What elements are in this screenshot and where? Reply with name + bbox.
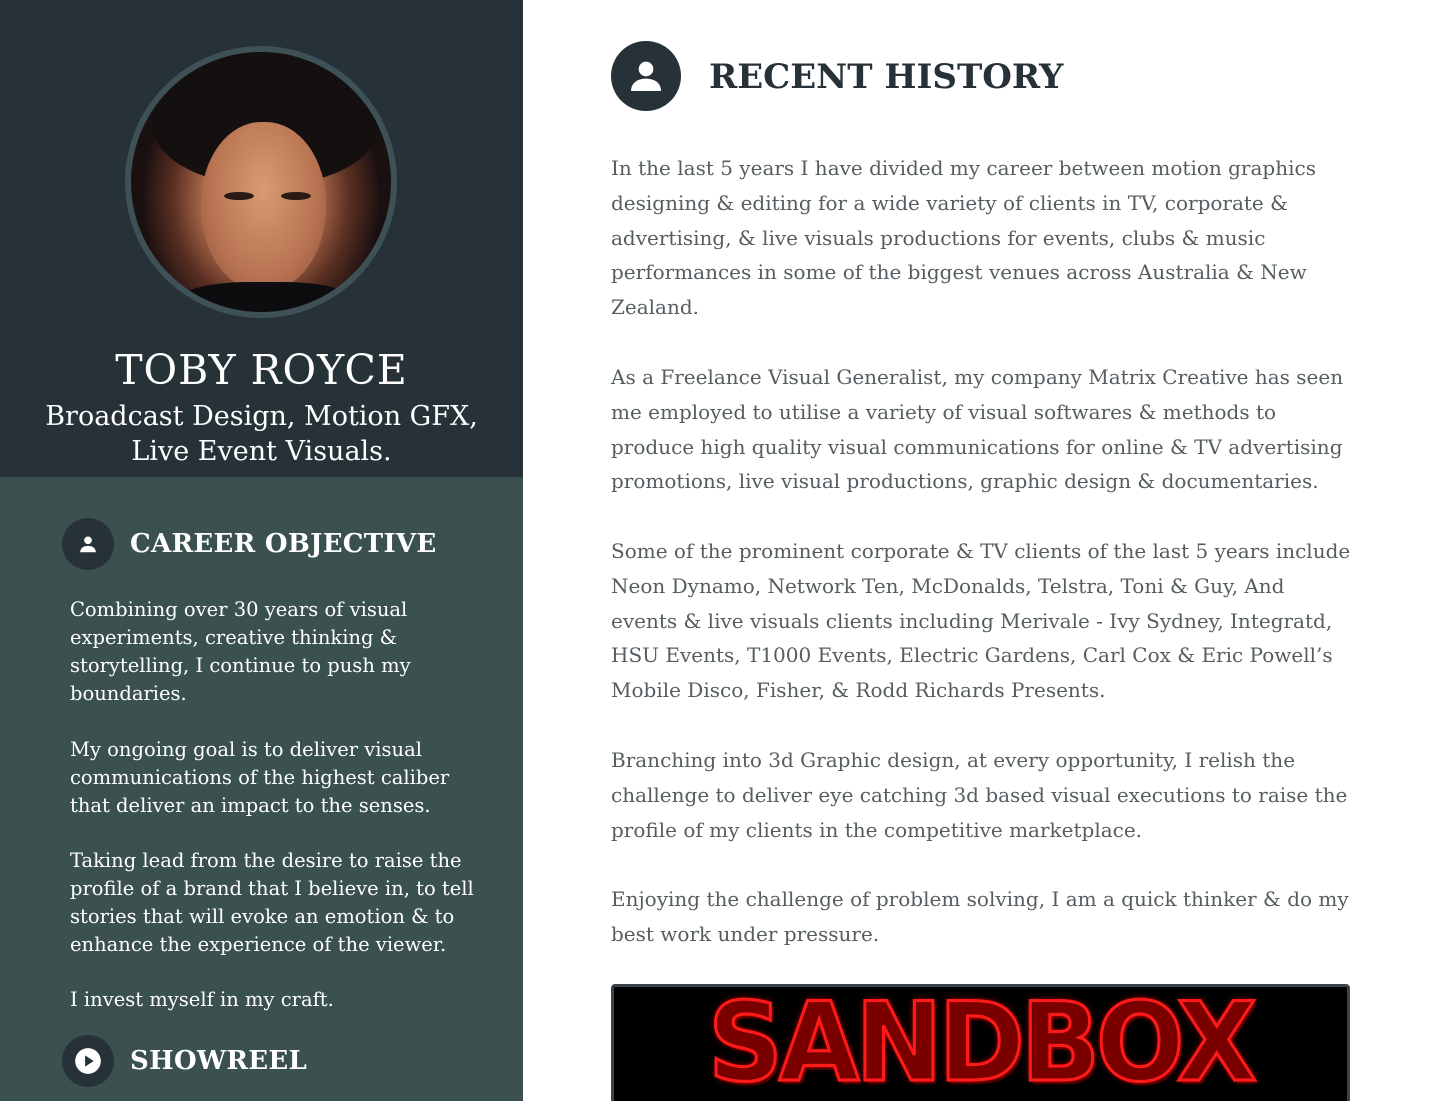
career-objective-title: CAREER OBJECTIVE (130, 529, 437, 559)
recent-history-title: RECENT HISTORY (709, 57, 1064, 97)
career-paragraph: Taking lead from the desire to raise the profile of a brand that I believe in, to tell stories that will evoke an emotion & to enhance the experience of the viewer. (70, 849, 474, 956)
career-paragraph: My ongoing goal is to deliver visual communications of the highest caliber that deliver an impact to the senses. (70, 738, 450, 817)
avatar-eye (281, 192, 311, 200)
history-paragraph: In the last 5 years I have divided my career between motion graphics designing & editing for a wide variety of clients in TV, corporate & advertising, & live visuals productions for events, clubs & music performances in some of the biggest venues across Australia & New Zealand. (611, 156, 1316, 320)
person-icon (611, 41, 681, 111)
avatar-eye (224, 192, 254, 200)
play-icon[interactable] (62, 1035, 114, 1087)
history-paragraph: Enjoying the challenge of problem solving, I am a quick thinker & do my best work under pressure. (611, 887, 1349, 946)
avatar-face (201, 122, 326, 292)
tagline-line: Live Event Visuals. (131, 436, 392, 467)
showreel-title[interactable]: SHOWREEL (130, 1046, 308, 1076)
showreel-video[interactable] (611, 984, 1350, 1101)
sandbox-title-graphic: SANDBOX (708, 984, 1253, 1101)
career-paragraph: I invest myself in my craft. (70, 988, 334, 1011)
sidebar (0, 0, 523, 1101)
tagline-line: Broadcast Design, Motion GFX, (45, 401, 478, 432)
profile-tagline (0, 399, 523, 469)
history-paragraph: Some of the prominent corporate & TV clients of the last 5 years include Neon Dynamo, Network Ten, McDonalds, Telstra, Toni & Guy, And events & live visuals clients including Merivale - Ivy Sydney, Integratd, HSU Events, T1000 Events, Electric Gardens, Carl Cox & Eric Powell’s Mobile Disco, Fisher, & Rodd Richards Presents. (611, 539, 1351, 703)
career-paragraph: Combining over 30 years of visual experiments, creative thinking & storytelling, I continue to push my boundaries. (70, 598, 411, 705)
avatar-shirt (171, 282, 361, 318)
profile-header (0, 0, 523, 477)
avatar (125, 46, 397, 318)
profile-name: TOBY ROYCE (115, 346, 408, 394)
history-paragraph: Branching into 3d Graphic design, at every opportunity, I relish the challenge to deliver eye catching 3d based visual executions to raise the profile of my clients in the competitive marketplace. (611, 748, 1348, 842)
history-paragraph: As a Freelance Visual Generalist, my company Matrix Creative has seen me employed to utilise a variety of visual softwares & methods to produce high quality visual communications for online & TV advertising promotions, live visual productions, graphic design & documentaries. (611, 365, 1344, 494)
person-icon (62, 518, 114, 570)
